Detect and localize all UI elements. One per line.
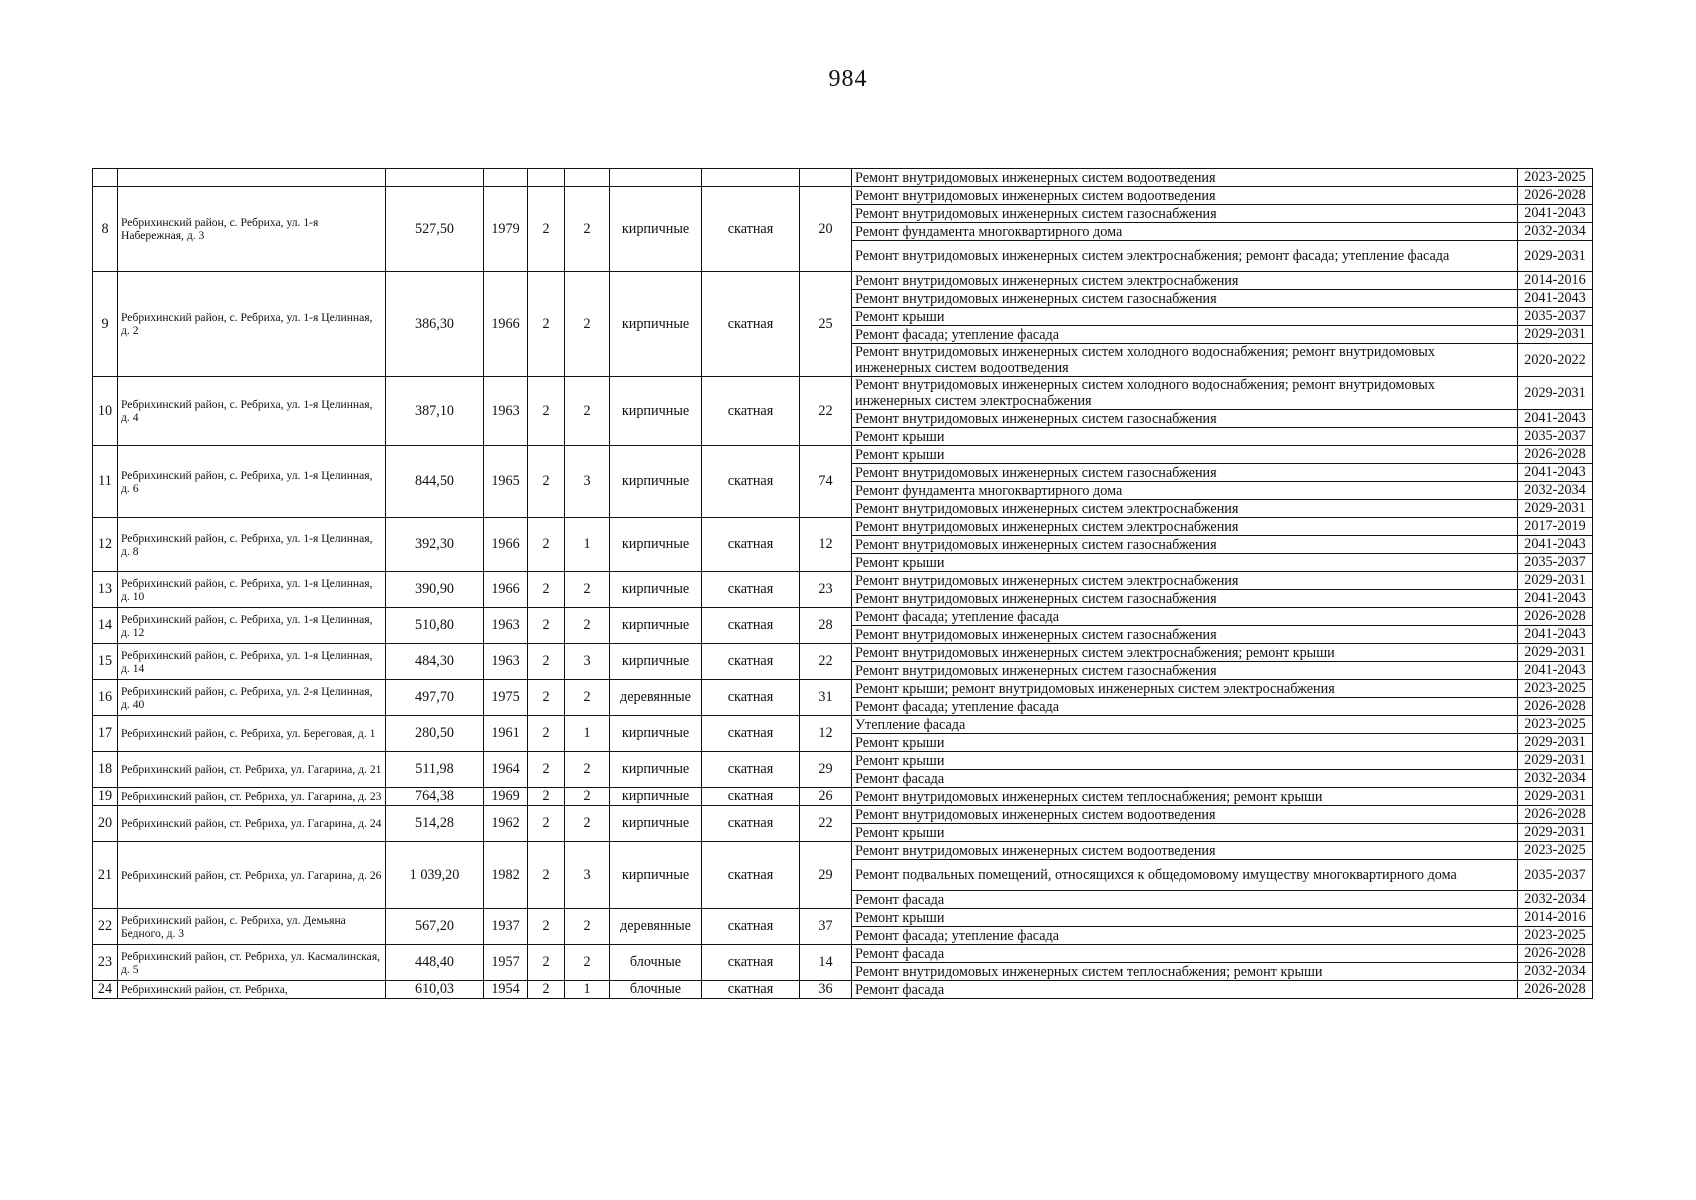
house-area: 610,03 [386, 981, 484, 999]
house-wall-material: кирпичные [610, 806, 702, 842]
house-floors: 2 [528, 518, 565, 572]
house-roof-type: скатная [702, 187, 800, 272]
work-type: Ремонт внутридомовых инженерных систем электроснабжения [852, 572, 1518, 590]
house-year: 1937 [484, 909, 528, 945]
house-floors: 2 [528, 680, 565, 716]
work-type: Ремонт фундамента многоквартирного дома [852, 223, 1518, 241]
house-entrances: 1 [565, 518, 610, 572]
house-year: 1966 [484, 272, 528, 377]
house-floors: 2 [528, 608, 565, 644]
work-period: 2023-2025 [1518, 680, 1593, 698]
house-wall-material: деревянные [610, 909, 702, 945]
house-address: Ребрихинский район, с. Ребриха, ул. 1-я Целинная, д. 4 [118, 377, 386, 446]
house-entrances: 2 [565, 680, 610, 716]
work-type: Ремонт внутридомовых инженерных систем газоснабжения [852, 626, 1518, 644]
house-roof-type: скатная [702, 752, 800, 788]
work-type: Ремонт фундамента многоквартирного дома [852, 482, 1518, 500]
house-year: 1964 [484, 752, 528, 788]
house-entrances: 1 [565, 981, 610, 999]
work-period: 2041-2043 [1518, 536, 1593, 554]
work-type: Ремонт внутридомовых инженерных систем электроснабжения [852, 272, 1518, 290]
house-area: 280,50 [386, 716, 484, 752]
house-year: 1957 [484, 945, 528, 981]
house-address: Ребрихинский район, ст. Ребриха, ул. Гагарина, д. 23 [118, 788, 386, 806]
work-period: 2029-2031 [1518, 824, 1593, 842]
house-wall-material: кирпичные [610, 377, 702, 446]
house-apartments: 37 [800, 909, 852, 945]
house-number: 17 [93, 716, 118, 752]
house-year: 1963 [484, 377, 528, 446]
house-apartments: 31 [800, 680, 852, 716]
house-number: 14 [93, 608, 118, 644]
house-year: 1979 [484, 187, 528, 272]
house-entrances: 2 [565, 377, 610, 446]
table-row [93, 716, 1593, 734]
work-period: 2041-2043 [1518, 464, 1593, 482]
house-year: 1954 [484, 981, 528, 999]
work-type: Ремонт крыши [852, 428, 1518, 446]
house-address: Ребрихинский район, с. Ребриха, ул. 1-я Целинная, д. 8 [118, 518, 386, 572]
house-year: 1961 [484, 716, 528, 752]
house-address: Ребрихинский район, ст. Ребриха, [118, 981, 386, 999]
work-period: 2035-2037 [1518, 860, 1593, 891]
work-type: Ремонт внутридомовых инженерных систем теплоснабжения; ремонт крыши [852, 788, 1518, 806]
table-row [93, 608, 1593, 626]
house-wall-material: блочные [610, 981, 702, 999]
house-address: Ребрихинский район, с. Ребриха, ул. Демьяна Бедного, д. 3 [118, 909, 386, 945]
work-period: 2041-2043 [1518, 410, 1593, 428]
table-row [93, 518, 1593, 536]
table-row [93, 909, 1593, 927]
house-entrances: 3 [565, 446, 610, 518]
work-period: 2032-2034 [1518, 482, 1593, 500]
house-apartments: 74 [800, 446, 852, 518]
work-type: Ремонт внутридомовых инженерных систем электроснабжения [852, 500, 1518, 518]
table-row [93, 169, 1593, 187]
house-number: 20 [93, 806, 118, 842]
work-period: 2014-2016 [1518, 272, 1593, 290]
house-roof-type: скатная [702, 806, 800, 842]
house-roof-type: скатная [702, 377, 800, 446]
house-wall-material: кирпичные [610, 752, 702, 788]
house-floors: 2 [528, 981, 565, 999]
work-period: 2041-2043 [1518, 290, 1593, 308]
house-apartments: 28 [800, 608, 852, 644]
work-type: Ремонт внутридомовых инженерных систем газоснабжения [852, 536, 1518, 554]
house-entrances: 2 [565, 752, 610, 788]
house-entrances: 2 [565, 572, 610, 608]
house-apartments: 36 [800, 981, 852, 999]
house-area: 386,30 [386, 272, 484, 377]
house-apartments: 14 [800, 945, 852, 981]
house-number: 10 [93, 377, 118, 446]
work-type: Ремонт фасада; утепление фасада [852, 608, 1518, 626]
work-type: Ремонт внутридомовых инженерных систем газоснабжения [852, 205, 1518, 223]
work-period: 2023-2025 [1518, 716, 1593, 734]
work-period: 2041-2043 [1518, 662, 1593, 680]
house-floors: 2 [528, 272, 565, 377]
work-type: Ремонт внутридомовых инженерных систем водоотведения [852, 806, 1518, 824]
house-entrances: 3 [565, 842, 610, 909]
house-area: 844,50 [386, 446, 484, 518]
house-roof-type: скатная [702, 716, 800, 752]
house-apartments: 23 [800, 572, 852, 608]
house-entrances: 1 [565, 716, 610, 752]
work-period: 2026-2028 [1518, 981, 1593, 999]
house-roof-type [702, 169, 800, 187]
house-apartments [800, 169, 852, 187]
work-type: Ремонт внутридомовых инженерных систем водоотведения [852, 187, 1518, 205]
house-area: 484,30 [386, 644, 484, 680]
house-entrances [565, 169, 610, 187]
house-number: 8 [93, 187, 118, 272]
house-wall-material: кирпичные [610, 518, 702, 572]
table-row [93, 377, 1593, 410]
house-entrances: 2 [565, 272, 610, 377]
house-roof-type: скатная [702, 680, 800, 716]
house-address: Ребрихинский район, ст. Ребриха, ул. Гагарина, д. 24 [118, 806, 386, 842]
work-type: Ремонт внутридомовых инженерных систем теплоснабжения; ремонт крыши [852, 963, 1518, 981]
work-period: 2029-2031 [1518, 752, 1593, 770]
work-type: Ремонт внутридомовых инженерных систем холодного водоснабжения; ремонт внутридомовых инженерных систем электроснабжения [852, 377, 1518, 410]
house-number: 16 [93, 680, 118, 716]
work-period: 2029-2031 [1518, 572, 1593, 590]
work-type: Ремонт крыши [852, 308, 1518, 326]
house-roof-type: скатная [702, 644, 800, 680]
work-type: Утепление фасада [852, 716, 1518, 734]
house-floors: 2 [528, 752, 565, 788]
work-period: 2032-2034 [1518, 223, 1593, 241]
work-type: Ремонт внутридомовых инженерных систем газоснабжения [852, 590, 1518, 608]
house-wall-material: кирпичные [610, 608, 702, 644]
house-area [386, 169, 484, 187]
work-type: Ремонт внутридомовых инженерных систем газоснабжения [852, 290, 1518, 308]
house-floors: 2 [528, 945, 565, 981]
house-wall-material: кирпичные [610, 842, 702, 909]
work-type: Ремонт фасада [852, 891, 1518, 909]
house-floors: 2 [528, 644, 565, 680]
repair-schedule-table [92, 168, 1593, 999]
work-period: 2035-2037 [1518, 308, 1593, 326]
work-period: 2029-2031 [1518, 241, 1593, 272]
house-number: 15 [93, 644, 118, 680]
house-area: 392,30 [386, 518, 484, 572]
house-apartments: 20 [800, 187, 852, 272]
house-wall-material: кирпичные [610, 272, 702, 377]
house-entrances: 2 [565, 909, 610, 945]
house-apartments: 22 [800, 644, 852, 680]
work-period: 2029-2031 [1518, 788, 1593, 806]
house-year: 1982 [484, 842, 528, 909]
work-period: 2041-2043 [1518, 590, 1593, 608]
house-roof-type: скатная [702, 981, 800, 999]
house-area: 1 039,20 [386, 842, 484, 909]
house-address: Ребрихинский район, с. Ребриха, ул. 1-я Целинная, д. 12 [118, 608, 386, 644]
house-wall-material: кирпичные [610, 572, 702, 608]
house-entrances: 2 [565, 788, 610, 806]
work-type: Ремонт подвальных помещений, относящихся к общедомовому имуществу многоквартирного дома [852, 860, 1518, 891]
work-type: Ремонт крыши [852, 554, 1518, 572]
house-address: Ребрихинский район, с. Ребриха, ул. 2-я Целинная, д. 40 [118, 680, 386, 716]
work-type: Ремонт фасада; утепление фасада [852, 927, 1518, 945]
house-floors: 2 [528, 377, 565, 446]
work-period: 2032-2034 [1518, 963, 1593, 981]
house-area: 497,70 [386, 680, 484, 716]
work-period: 2020-2022 [1518, 344, 1593, 377]
house-number: 12 [93, 518, 118, 572]
house-floors: 2 [528, 806, 565, 842]
work-period: 2026-2028 [1518, 698, 1593, 716]
house-apartments: 12 [800, 518, 852, 572]
work-period: 2029-2031 [1518, 644, 1593, 662]
house-apartments: 22 [800, 806, 852, 842]
work-period: 2041-2043 [1518, 626, 1593, 644]
house-area: 527,50 [386, 187, 484, 272]
house-roof-type: скатная [702, 842, 800, 909]
house-apartments: 29 [800, 752, 852, 788]
work-type: Ремонт крыши [852, 824, 1518, 842]
work-type: Ремонт крыши; ремонт внутридомовых инженерных систем электроснабжения [852, 680, 1518, 698]
house-number: 19 [93, 788, 118, 806]
house-roof-type: скатная [702, 608, 800, 644]
house-number: 11 [93, 446, 118, 518]
house-number: 13 [93, 572, 118, 608]
house-floors: 2 [528, 187, 565, 272]
work-type: Ремонт внутридомовых инженерных систем водоотведения [852, 169, 1518, 187]
house-number: 24 [93, 981, 118, 999]
work-period: 2023-2025 [1518, 169, 1593, 187]
house-roof-type: скатная [702, 446, 800, 518]
house-floors: 2 [528, 572, 565, 608]
page-number: 984 [828, 66, 868, 92]
house-number: 9 [93, 272, 118, 377]
work-type: Ремонт внутридомовых инженерных систем газоснабжения [852, 464, 1518, 482]
house-entrances: 2 [565, 608, 610, 644]
house-apartments: 26 [800, 788, 852, 806]
work-period: 2035-2037 [1518, 428, 1593, 446]
house-roof-type: скатная [702, 788, 800, 806]
table-row [93, 272, 1593, 290]
house-address: Ребрихинский район, с. Ребриха, ул. 1-я Целинная, д. 10 [118, 572, 386, 608]
table-row [93, 644, 1593, 662]
work-type: Ремонт крыши [852, 446, 1518, 464]
house-year: 1962 [484, 806, 528, 842]
house-area: 510,80 [386, 608, 484, 644]
work-type: Ремонт фасада [852, 945, 1518, 963]
table-row [93, 187, 1593, 205]
table-row [93, 446, 1593, 464]
house-year: 1966 [484, 572, 528, 608]
house-year: 1963 [484, 644, 528, 680]
house-address: Ребрихинский район, с. Ребриха, ул. 1-я Набережная, д. 3 [118, 187, 386, 272]
work-type: Ремонт крыши [852, 752, 1518, 770]
house-address: Ребрихинский район, с. Ребриха, ул. 1-я Целинная, д. 2 [118, 272, 386, 377]
table-row [93, 680, 1593, 698]
house-area: 387,10 [386, 377, 484, 446]
house-area: 514,28 [386, 806, 484, 842]
house-roof-type: скатная [702, 909, 800, 945]
work-type: Ремонт фасада [852, 981, 1518, 999]
work-period: 2023-2025 [1518, 927, 1593, 945]
work-type: Ремонт внутридомовых инженерных систем электроснабжения; ремонт фасада; утепление фасада [852, 241, 1518, 272]
house-address: Ребрихинский район, с. Ребриха, ул. Береговая, д. 1 [118, 716, 386, 752]
house-year: 1966 [484, 518, 528, 572]
work-period: 2026-2028 [1518, 446, 1593, 464]
house-wall-material: кирпичные [610, 644, 702, 680]
house-wall-material: кирпичные [610, 446, 702, 518]
house-area: 448,40 [386, 945, 484, 981]
work-type: Ремонт крыши [852, 909, 1518, 927]
work-type: Ремонт внутридомовых инженерных систем газоснабжения [852, 410, 1518, 428]
house-wall-material: кирпичные [610, 187, 702, 272]
house-wall-material: кирпичные [610, 788, 702, 806]
table-row [93, 752, 1593, 770]
table-row [93, 981, 1593, 999]
house-roof-type: скатная [702, 272, 800, 377]
house-number [93, 169, 118, 187]
house-address: Ребрихинский район, ст. Ребриха, ул. Гагарина, д. 26 [118, 842, 386, 909]
work-period: 2032-2034 [1518, 770, 1593, 788]
house-floors: 2 [528, 788, 565, 806]
house-number: 22 [93, 909, 118, 945]
house-entrances: 3 [565, 644, 610, 680]
house-address: Ребрихинский район, с. Ребриха, ул. 1-я Целинная, д. 6 [118, 446, 386, 518]
work-type: Ремонт фасада [852, 770, 1518, 788]
work-type: Ремонт внутридомовых инженерных систем электроснабжения [852, 518, 1518, 536]
house-address [118, 169, 386, 187]
house-year: 1963 [484, 608, 528, 644]
work-type: Ремонт фасада; утепление фасада [852, 326, 1518, 344]
work-period: 2026-2028 [1518, 187, 1593, 205]
work-type: Ремонт крыши [852, 734, 1518, 752]
house-address: Ребрихинский район, с. Ребриха, ул. 1-я Целинная, д. 14 [118, 644, 386, 680]
house-floors: 2 [528, 842, 565, 909]
table-row [93, 842, 1593, 860]
work-type: Ремонт внутридомовых инженерных систем холодного водоснабжения; ремонт внутридомовых инженерных систем водоотведения [852, 344, 1518, 377]
house-area: 390,90 [386, 572, 484, 608]
house-floors: 2 [528, 446, 565, 518]
house-apartments: 22 [800, 377, 852, 446]
house-entrances: 2 [565, 806, 610, 842]
house-wall-material: блочные [610, 945, 702, 981]
work-period: 2035-2037 [1518, 554, 1593, 572]
house-year: 1965 [484, 446, 528, 518]
house-area: 511,98 [386, 752, 484, 788]
work-type: Ремонт внутридомовых инженерных систем водоотведения [852, 842, 1518, 860]
house-roof-type: скатная [702, 572, 800, 608]
house-wall-material [610, 169, 702, 187]
house-floors [528, 169, 565, 187]
table-row [93, 572, 1593, 590]
house-year: 1975 [484, 680, 528, 716]
house-number: 18 [93, 752, 118, 788]
work-type: Ремонт внутридомовых инженерных систем газоснабжения [852, 662, 1518, 680]
work-period: 2014-2016 [1518, 909, 1593, 927]
house-address: Ребрихинский район, ст. Ребриха, ул. Касмалинская, д. 5 [118, 945, 386, 981]
house-roof-type: скатная [702, 945, 800, 981]
work-type: Ремонт фасада; утепление фасада [852, 698, 1518, 716]
house-address: Ребрихинский район, ст. Ребриха, ул. Гагарина, д. 21 [118, 752, 386, 788]
work-period: 2026-2028 [1518, 608, 1593, 626]
house-floors: 2 [528, 716, 565, 752]
house-year [484, 169, 528, 187]
house-number: 23 [93, 945, 118, 981]
work-period: 2041-2043 [1518, 205, 1593, 223]
house-year: 1969 [484, 788, 528, 806]
house-apartments: 25 [800, 272, 852, 377]
work-period: 2023-2025 [1518, 842, 1593, 860]
house-apartments: 12 [800, 716, 852, 752]
work-period: 2029-2031 [1518, 326, 1593, 344]
house-apartments: 29 [800, 842, 852, 909]
work-period: 2017-2019 [1518, 518, 1593, 536]
table-row [93, 788, 1593, 806]
house-number: 21 [93, 842, 118, 909]
house-area: 567,20 [386, 909, 484, 945]
work-period: 2029-2031 [1518, 377, 1593, 410]
work-period: 2026-2028 [1518, 806, 1593, 824]
house-roof-type: скатная [702, 518, 800, 572]
work-period: 2032-2034 [1518, 891, 1593, 909]
house-floors: 2 [528, 909, 565, 945]
work-type: Ремонт внутридомовых инженерных систем электроснабжения; ремонт крыши [852, 644, 1518, 662]
work-period: 2026-2028 [1518, 945, 1593, 963]
house-entrances: 2 [565, 187, 610, 272]
work-period: 2029-2031 [1518, 500, 1593, 518]
house-wall-material: кирпичные [610, 716, 702, 752]
house-area: 764,38 [386, 788, 484, 806]
work-period: 2029-2031 [1518, 734, 1593, 752]
table-row [93, 945, 1593, 963]
house-wall-material: деревянные [610, 680, 702, 716]
table-row [93, 806, 1593, 824]
house-entrances: 2 [565, 945, 610, 981]
